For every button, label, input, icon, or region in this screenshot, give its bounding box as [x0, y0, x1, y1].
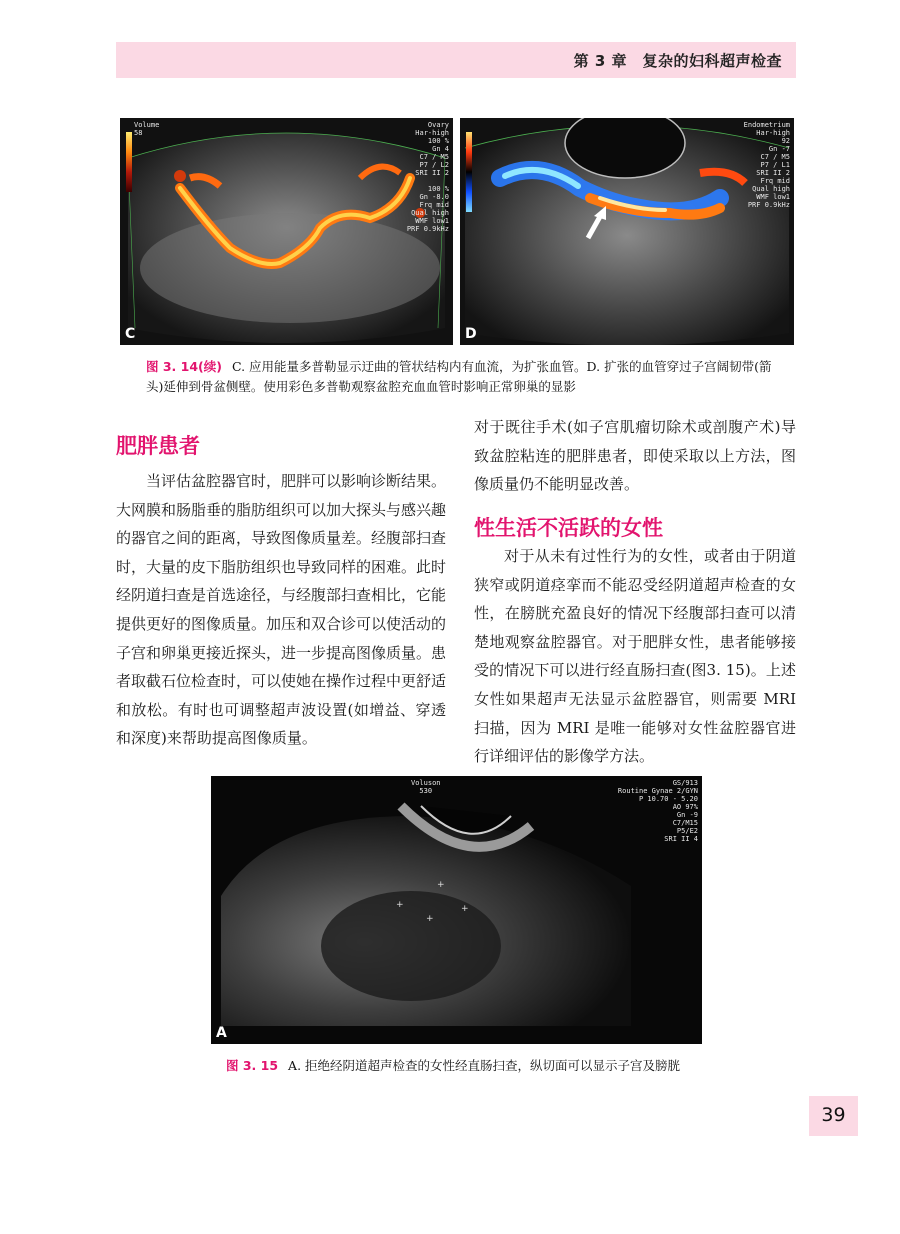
panel-letter-d: D [465, 326, 477, 342]
ultrasound-image-c [120, 118, 453, 345]
page-number: 39 [821, 1104, 846, 1126]
panel-letter-a: A [216, 1025, 227, 1041]
svg-text:+: + [461, 904, 469, 914]
section-heading-obese: 肥胖患者 [116, 433, 200, 458]
scan-parameters: GS/913 Routine Gynae 2/GYN P 10.70 - 5.20 AO 97% Gn -9 C7/M15 P5/E2 SRI II 4 [617, 779, 698, 843]
figure-label: 图 3. 14(续) [146, 359, 222, 374]
color-scale-bar [466, 132, 472, 212]
paragraph-inactive: 对于从未有过性行为的女性，或者由于阴道狭窄或阴道痉挛而不能忍受经阴道超声检查的女性，在膀胱充盈良好的情况下经腹部扫查可以清楚地观察盆腔器官。对于肥胖女性，患者能够接受的情况下可以进行经直肠扫查(图3. 15)。上述女性如果超声无法显示盆腔器官，则需要 MRI 扫描，因为 MRI 是唯一能够对女性盆腔器官进行详细评估的影像学方法。 [474, 547, 796, 766]
figure-caption-3-14 [146, 357, 786, 397]
figure-caption-3-15 [226, 1056, 696, 1076]
caption-text: C. 应用能量多普勒显示迂曲的管状结构内有血流，为扩张血管。D. 扩张的血管穿过子宫阔韧带(箭头)延伸到骨盆侧壁。使用彩色多普勒观察盆腔充血血管时影响正常卵巢的显影 [146, 359, 772, 394]
ultrasound-image-a [211, 776, 702, 1044]
panel-letter-c: C [125, 326, 136, 342]
section-heading-inactive: 性生活不活跃的女性 [474, 515, 663, 540]
svg-text:+: + [426, 914, 434, 924]
svg-text:+: + [437, 880, 445, 890]
caption-text: A. 拒绝经阴道超声检查的女性经直肠扫查，纵切面可以显示子宫及膀胱 [288, 1058, 681, 1073]
svg-text:+: + [396, 900, 404, 910]
ultrasound-image-d [460, 118, 794, 345]
device-model: Voluson 530 [411, 779, 441, 795]
running-header [116, 42, 796, 78]
paragraph-obese-continued: 对于既往手术(如子宫肌瘤切除术或剖腹产术)导致盆腔粘连的肥胖患者，即使采取以上方法，图像质量仍不能明显改善。 [474, 418, 796, 494]
color-scale-bar [126, 132, 132, 192]
power-doppler-image [120, 118, 453, 345]
paragraph-obese: 当评估盆腔器官时，肥胖可以影响诊断结果。大网膜和肠脂垂的脂肪组织可以加大探头与感兴趣的器官之间的距离，导致图像质量差。经腹部扫查时，大量的皮下脂肪组织也导致同样的困难。此时经阴道扫查是首选途径，与经腹部扫查相比，它能提供更好的图像质量。加压和双合诊可以使活动的子宫和卵巢更接近探头，进一步提高图像质量。患者取截石位检查时，可以使她在操作过程中更舒适和放松。有时也可调整超声波设置(如增益、穿透和深度)来帮助提高图像质量。 [116, 472, 447, 748]
chapter-title: 第 3 章 复杂的妇科超声检查 [573, 52, 782, 70]
scan-parameters: Ovary Har-high 100 % Gn 4 C7 / M5 P7 / L2 SRI II 2 100 % Gn -8.0 Frq mid Qual high WMF low1 PRF 0.9kHz [406, 121, 449, 233]
scan-parameters: Endometrium Har-high 92 Gn -7 C7 / M5 P7 / L1 SRI II 2 Frq mid Qual high WMF low1 PRF 0.9kHz [743, 121, 790, 209]
page-number-box [809, 1096, 858, 1136]
figure-label: 图 3. 15 [226, 1058, 279, 1073]
probe-info: Volume 58 [134, 121, 160, 137]
